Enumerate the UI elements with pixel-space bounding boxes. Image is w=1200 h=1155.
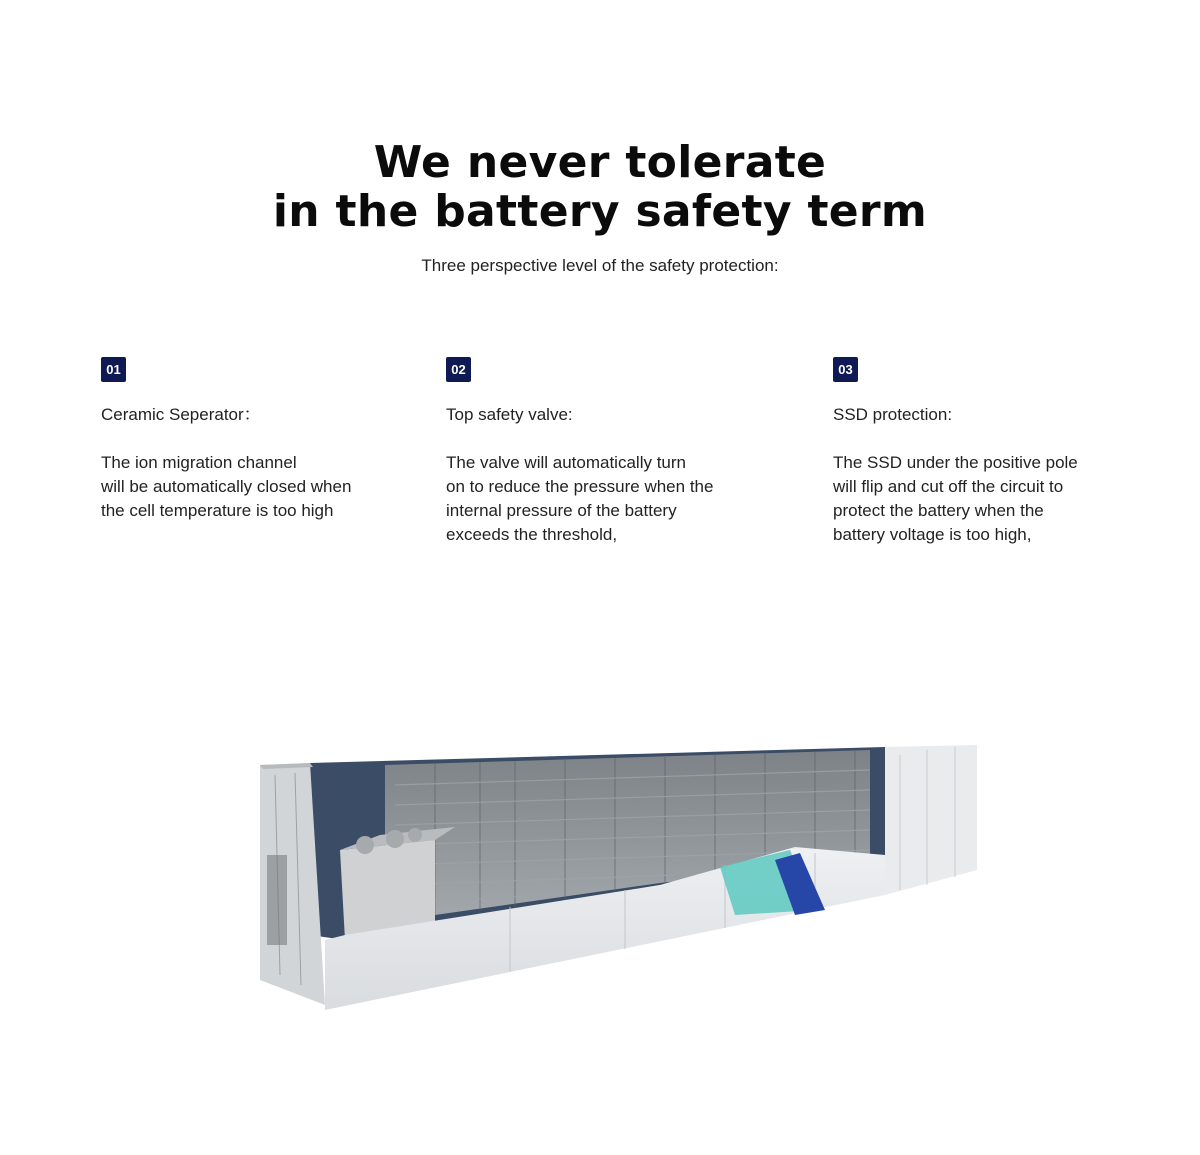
feature-number-badge: 01 xyxy=(101,357,126,382)
feature-description-line: The SSD under the positive pole xyxy=(833,453,1078,472)
battery-container-illustration xyxy=(255,735,985,1015)
feature-description xyxy=(101,451,351,523)
feature-description-line: The ion migration channel xyxy=(101,453,297,472)
title-line-2: in the battery safety term xyxy=(272,186,928,237)
feature-ceramic-separator xyxy=(101,357,351,523)
feature-number-badge: 02 xyxy=(446,357,471,382)
feature-title: Ceramic Seperator： xyxy=(101,405,261,424)
feature-description-line: will be automatically closed when xyxy=(101,477,352,496)
feature-number-badge: 03 xyxy=(833,357,858,382)
feature-description-line: will flip and cut off the circuit to xyxy=(833,477,1064,496)
vent-grille xyxy=(267,855,287,945)
feature-description-line: exceeds the threshold, xyxy=(446,525,618,544)
feature-title: Top safety valve: xyxy=(446,405,573,424)
feature-description xyxy=(446,451,713,547)
feature-title: SSD protection: xyxy=(833,405,953,424)
subtitle: Three perspective level of the safety protection: xyxy=(421,256,779,275)
feature-description-line: The valve will automatically turn xyxy=(446,453,686,472)
page-title xyxy=(0,138,1200,236)
title-line-1: We never tolerate xyxy=(373,137,827,188)
feature-description-line: on to reduce the pressure when the xyxy=(446,477,714,496)
feature-description-line: battery voltage is too high, xyxy=(833,525,1032,544)
feature-description-line: protect the battery when the xyxy=(833,501,1044,520)
feature-description xyxy=(833,451,1078,547)
feature-ssd-protection xyxy=(833,357,1078,547)
container-end-section xyxy=(885,745,977,895)
feature-description-line: the cell temperature is too high xyxy=(101,501,334,520)
feature-top-safety-valve xyxy=(446,357,713,547)
feature-description-line: internal pressure of the battery xyxy=(446,501,677,520)
